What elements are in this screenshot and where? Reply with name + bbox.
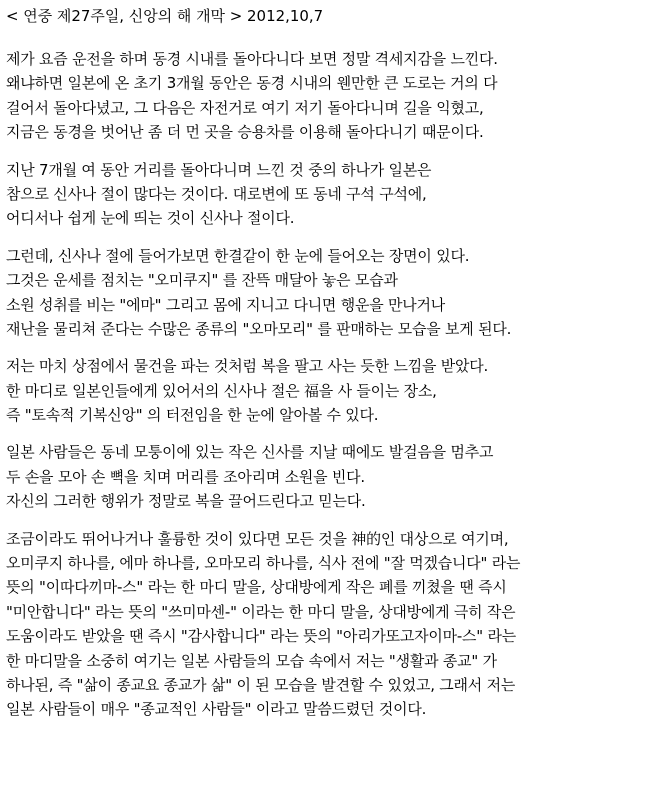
text-line: 제가 요즘 운전을 하며 동경 시내를 돌아다니다 보면 정말 격세지감을 느낀다. <box>6 50 498 68</box>
text-line: 조금이라도 뛰어나거나 훌륭한 것이 있다면 모든 것을 神的인 대상으로 여기며, <box>6 529 509 548</box>
paragraph-5 <box>6 440 664 513</box>
paragraph-3 <box>6 244 664 342</box>
text-line: 일본 사람들이 매우 "종교적인 사람들" 이라고 말씀드렸던 것이다. <box>6 700 427 719</box>
text-line: 소원 성취를 비는 "에마" 그리고 몸에 지니고 다니면 행운을 만나거나 <box>6 295 446 314</box>
text-line: 도움이라도 받았을 땐 즉시 "감사합니다" 라는 뜻의 "아리가또고자이마-스" 라는 <box>6 627 517 646</box>
text-line: 지금은 동경을 벗어난 좀 더 먼 곳을 승용차를 이용해 돌아다니기 때문이다. <box>6 123 484 142</box>
text-line: 한 마디로 일본인들에게 있어서의 신사나 절은 福을 사 들이는 장소, <box>6 381 437 400</box>
text-line: 재난을 물리쳐 준다는 수많은 종류의 "오마모리" 를 판매하는 모습을 보게 된다. <box>6 319 512 338</box>
document-header: < 연중 제27주일, 신앙의 해 개막 > 2012,10,7 <box>6 7 324 25</box>
text-line: 그런데, 신사나 절에 들어가보면 한결같이 한 눈에 들어오는 장면이 있다. <box>6 246 470 265</box>
text-line: 즉 "토속적 기복신앙" 의 터전임을 한 눈에 알아볼 수 있다. <box>6 406 379 425</box>
text-line: 저는 마치 상점에서 물건을 파는 것처럼 복을 팔고 사는 듯한 느낌을 받았다. <box>6 357 489 376</box>
text-line: 하나된, 즉 "삶이 종교요 종교가 삶" 이 된 모습을 발견할 수 있었고, 그래서 저는 <box>6 675 516 694</box>
text-line: "미안합니다" 라는 뜻의 "쓰미마센-" 이라는 한 마디 말을, 상대방에게 극히 작은 <box>6 602 516 621</box>
text-line: 두 손을 모아 손 뼉을 치며 머리를 조아리며 소원을 빈다. <box>6 467 365 486</box>
text-line: 참으로 신사나 절이 많다는 것이다. 대로변에 또 동네 구석 구석에, <box>6 184 427 203</box>
text-line: 자신의 그러한 행위가 정말로 복을 끌어드린다고 믿는다. <box>6 492 366 511</box>
paragraph-6 <box>6 527 664 722</box>
text-line: 걸어서 돌아다녔고, 그 다음은 자전거로 여기 저기 돌아다니며 길을 익혔고, <box>6 98 484 117</box>
text-line: 오미쿠지 하나를, 에마 하나를, 오마모리 하나를, 식사 전에 "잘 먹겠습니다" 라는 <box>6 554 521 573</box>
paragraph-4 <box>6 354 664 427</box>
text-line: 뜻의 "이따다끼마-스" 라는 한 마디 말을, 상대방에게 작은 폐를 끼쳤을 땐 즉시 <box>6 578 507 597</box>
text-line: 일본 사람들은 동네 모퉁이에 있는 작은 신사를 지날 때에도 발걸음을 멈추고 <box>6 443 494 462</box>
text-line: 어디서나 쉽게 눈에 띄는 것이 신사나 절이다. <box>6 209 295 228</box>
text-line: 한 마디말을 소중히 여기는 일본 사람들의 모습 속에서 저는 "생활과 종교" 가 <box>6 651 497 670</box>
text-line: 왜냐하면 일본에 온 초기 3개월 동안은 동경 시내의 웬만한 큰 도로는 거의 다 <box>6 74 498 93</box>
text-line: 지난 7개월 여 동안 거리를 돌아다니며 느낀 것 중의 하나가 일본은 <box>6 160 432 179</box>
paragraph-1 <box>6 47 664 145</box>
text-line: 그것은 운세를 점치는 "오미쿠지" 를 잔뜩 매달아 놓은 모습과 <box>6 271 398 290</box>
paragraph-2 <box>6 158 664 231</box>
